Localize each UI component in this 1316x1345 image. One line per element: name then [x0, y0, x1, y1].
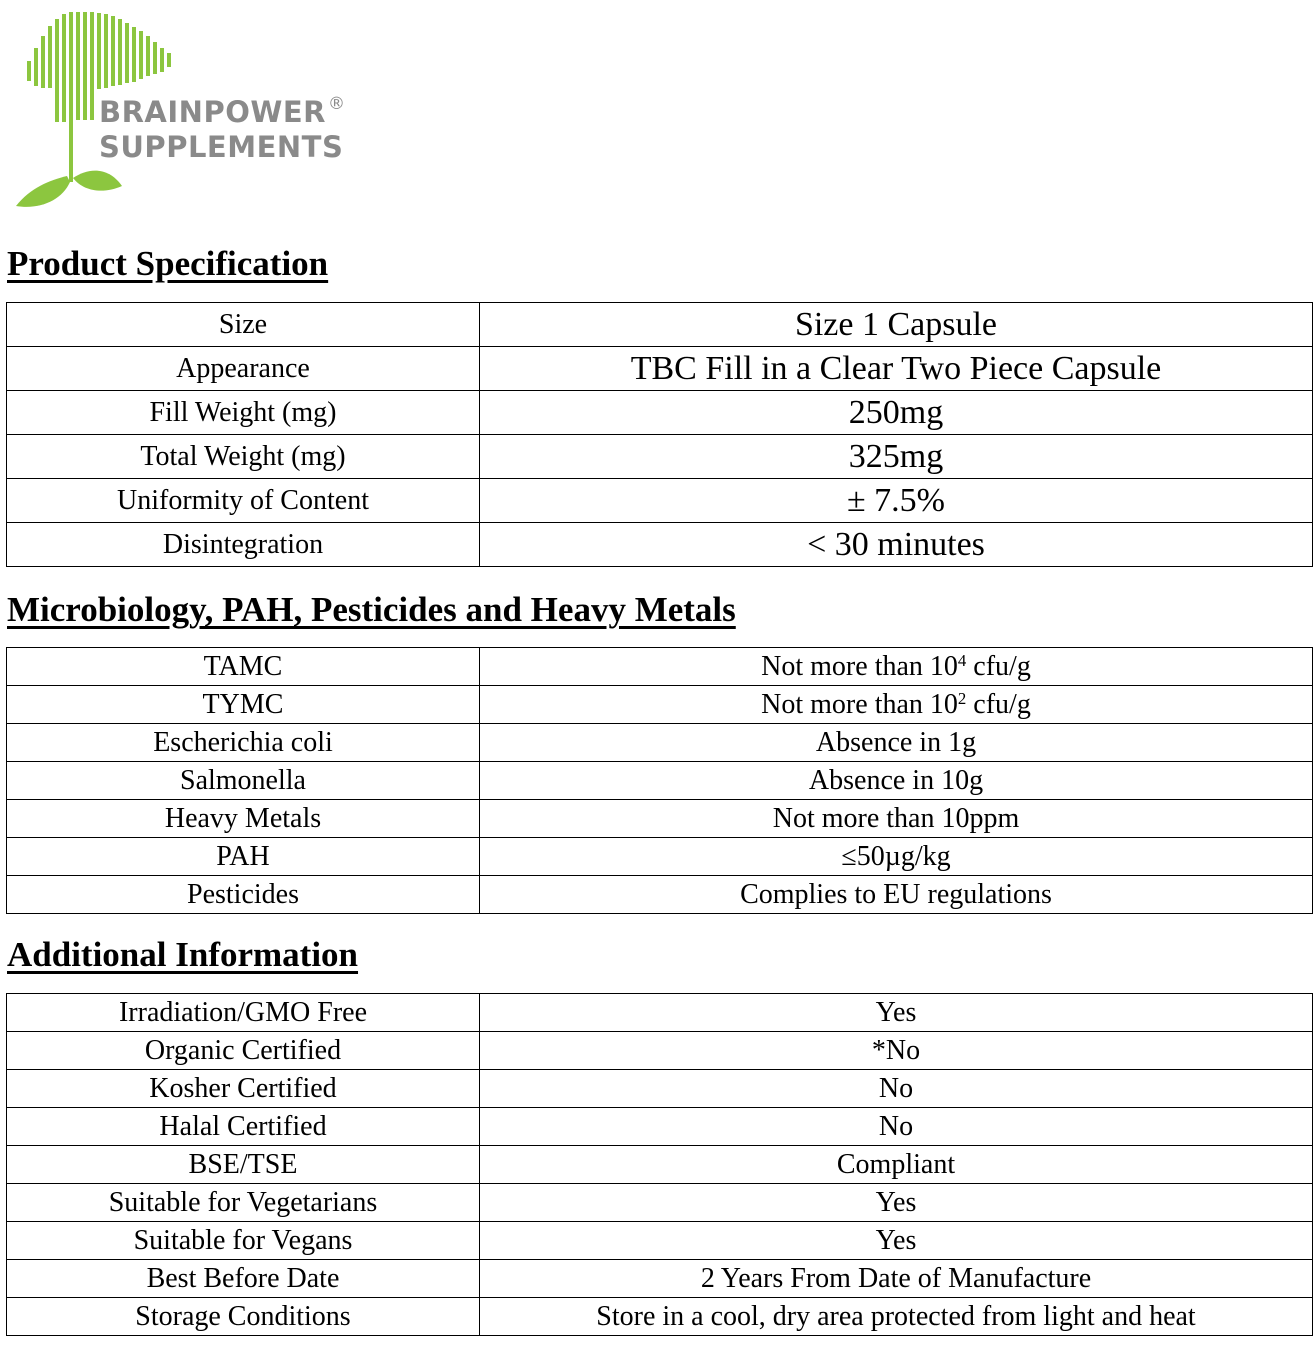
- row-label: Uniformity of Content: [7, 479, 480, 523]
- row-value: Not more than 10ppm: [480, 800, 1313, 838]
- table-row: [7, 1032, 1313, 1070]
- table-row: [7, 724, 1313, 762]
- row-value: Complies to EU regulations: [480, 876, 1313, 914]
- product-spec-heading: Product Specification: [7, 244, 329, 283]
- row-value: Not more than $10^2$ cfu/g: [480, 686, 1313, 724]
- table-row: [7, 994, 1313, 1032]
- table-row: [7, 1222, 1313, 1260]
- row-label: Kosher Certified: [7, 1070, 480, 1108]
- microbiology-table: [6, 647, 1313, 914]
- row-label: TAMC: [7, 648, 480, 686]
- additional-info-heading: Additional Information: [7, 935, 359, 974]
- row-value: TBC Fill in a Clear Two Piece Capsule: [480, 347, 1313, 391]
- row-label: PAH: [7, 838, 480, 876]
- row-value: Store in a cool, dry area protected from light and heat: [480, 1298, 1313, 1336]
- table-row: [7, 435, 1313, 479]
- row-value: No: [480, 1070, 1313, 1108]
- table-row: [7, 838, 1313, 876]
- additional-info-table: [6, 993, 1313, 1336]
- row-label: Salmonella: [7, 762, 480, 800]
- brand-name-line2: SUPPLEMENTS: [99, 130, 344, 164]
- row-value: 250mg: [480, 391, 1313, 435]
- row-label: Suitable for Vegans: [7, 1222, 480, 1260]
- row-label: TYMC: [7, 686, 480, 724]
- row-label: Organic Certified: [7, 1032, 480, 1070]
- row-value: Not more than $10^4$ cfu/g: [480, 648, 1313, 686]
- row-label: Pesticides: [7, 876, 480, 914]
- row-value: Absence in 1g: [480, 724, 1313, 762]
- product-spec-table: [6, 302, 1313, 567]
- row-label: Heavy Metals: [7, 800, 480, 838]
- row-label: Halal Certified: [7, 1108, 480, 1146]
- table-row: [7, 347, 1313, 391]
- microbiology-heading: Microbiology, PAH, Pesticides and Heavy Metals: [7, 590, 736, 629]
- table-row: [7, 686, 1313, 724]
- row-value: Absence in 10g: [480, 762, 1313, 800]
- row-label: Best Before Date: [7, 1260, 480, 1298]
- brand-name-line1: BRAINPOWER ®: [99, 94, 346, 129]
- table-row: [7, 1298, 1313, 1336]
- row-value: < 30 minutes: [480, 523, 1313, 567]
- table-row: [7, 391, 1313, 435]
- row-label: Storage Conditions: [7, 1298, 480, 1336]
- table-row: [7, 1260, 1313, 1298]
- row-label: Disintegration: [7, 523, 480, 567]
- row-label: Suitable for Vegetarians: [7, 1184, 480, 1222]
- table-row: [7, 1070, 1313, 1108]
- table-row: [7, 800, 1313, 838]
- row-value: Compliant: [480, 1146, 1313, 1184]
- row-label: Irradiation/GMO Free: [7, 994, 480, 1032]
- row-label: Appearance: [7, 347, 480, 391]
- table-row: [7, 479, 1313, 523]
- row-value: Size 1 Capsule: [480, 303, 1313, 347]
- table-row: [7, 523, 1313, 567]
- table-row: [7, 648, 1313, 686]
- row-label: BSE/TSE: [7, 1146, 480, 1184]
- row-label: Size: [7, 303, 480, 347]
- table-row: [7, 876, 1313, 914]
- table-row: [7, 1146, 1313, 1184]
- row-value: ± 7.5%: [480, 479, 1313, 523]
- row-value: No: [480, 1108, 1313, 1146]
- row-value: 325mg: [480, 435, 1313, 479]
- row-value: Yes: [480, 1184, 1313, 1222]
- row-value: Yes: [480, 1222, 1313, 1260]
- row-value: ≤50µg/kg: [480, 838, 1313, 876]
- table-row: [7, 762, 1313, 800]
- row-label: Total Weight (mg): [7, 435, 480, 479]
- table-row: [7, 1108, 1313, 1146]
- row-value: Yes: [480, 994, 1313, 1032]
- row-label: Fill Weight (mg): [7, 391, 480, 435]
- table-row: [7, 1184, 1313, 1222]
- row-value: *No: [480, 1032, 1313, 1070]
- table-row: [7, 303, 1313, 347]
- row-value: 2 Years From Date of Manufacture: [480, 1260, 1313, 1298]
- row-label: Escherichia coli: [7, 724, 480, 762]
